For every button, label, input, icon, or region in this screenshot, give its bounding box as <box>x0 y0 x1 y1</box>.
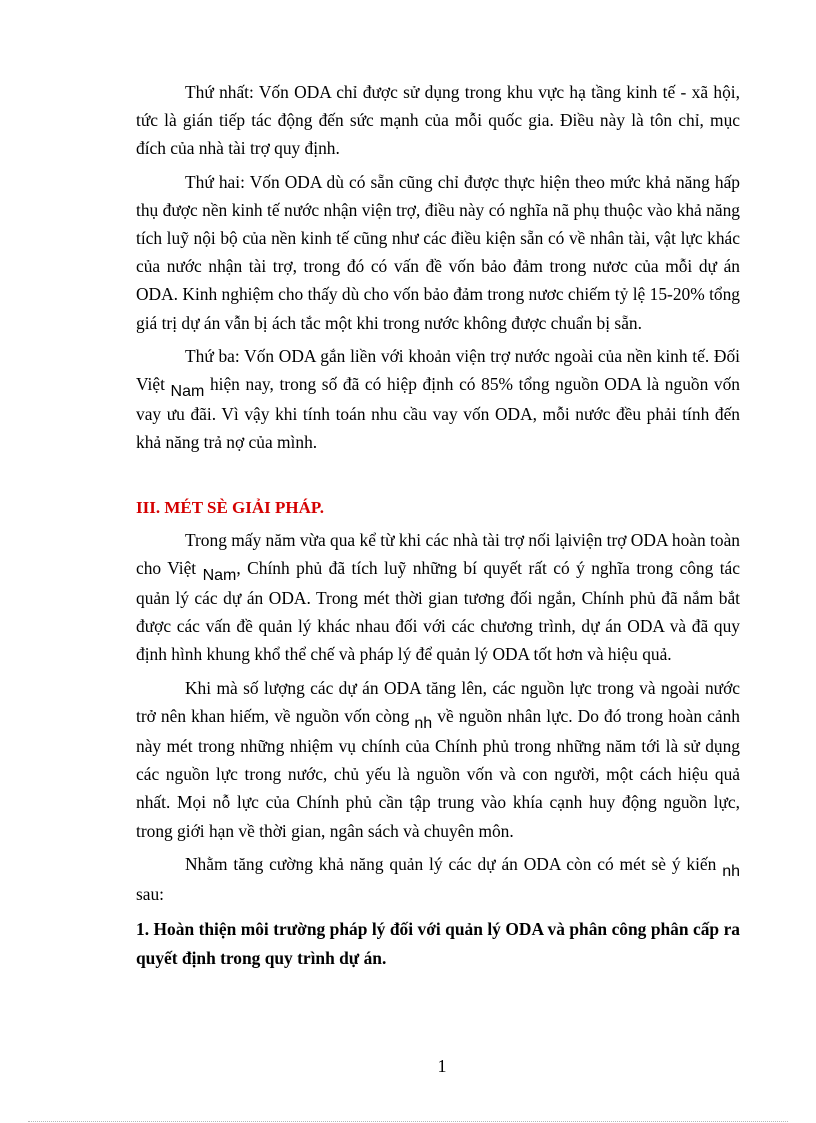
document-page <box>136 78 740 973</box>
text-run: Khi mà số lượng các dự án ODA tăng lên, các nguồn lực trong và ngoài nước trở nên khan hiếm, về nguồn vốn còng <box>136 677 740 726</box>
paragraph-suggestions <box>136 850 740 908</box>
paragraph-resources <box>136 674 740 845</box>
text-run: sau: <box>136 884 165 905</box>
text-run: Thứ ba: Vốn ODA gắn liền với khoản viện trợ nước ngoài của nền kinh tế. Đối Việt <box>136 345 740 395</box>
paragraph-first-point: Thứ nhất: Vốn ODA chỉ được sử dụng trong khu vực hạ tầng kinh tế - xã hội, tức là gián tiếp tác động đến sức mạnh của mỗi quốc gia. Điều này là tôn chỉ, mục đích của nhà tài trợ quy định. <box>136 82 740 159</box>
paragraph-third-point <box>136 342 740 457</box>
text-run-lowered: nh <box>722 862 740 880</box>
text-run: Trong mấy năm vừa qua kể từ khi các nhà tài trợ nối lạiviện trợ ODA hoàn toàn cho Việt <box>136 529 740 578</box>
text-run: về nguồn nhân lực. Do đó trong hoàn cảnh này mét trong những nhiệm vụ chính của Chính phủ trong những năm tới là sử dụng các nguồn lực trong nước, chủ yếu là nguồn vốn và con người, một cách hiệu quả nhất. Mọi nỗ lực của Chính phủ cần tập trung vào khía cạnh huy động nguồn lực, trong giới hạn về thời gian, ngân sách và chuyên môn. <box>136 705 740 841</box>
text-run-lowered: Nam <box>170 383 205 401</box>
text-run: Nhằm tăng cường khả năng quản lý các dự án ODA còn có mét sè ý kiến <box>185 853 723 874</box>
text-run: , Chính phủ đã tích luỹ những bí quyết rất có ý nghĩa trong công tác quản lý các dự án ODA. Trong mét thời gian tương đối ngắn, Chính phủ đã nắm bắt được các vấn đề quản lý khác nhau đối với các chương trình, dự án ODA và đã quy định hình khung khổ thể chế và pháp lý để quản lý ODA tốt hơn và hiệu quả. <box>136 557 740 665</box>
section-heading: III. MÉT SÈ GIẢI PHÁP. <box>136 497 324 517</box>
text-run-lowered: Nam <box>202 566 237 584</box>
paragraph-second-point: Thứ hai: Vốn ODA dù có sẵn cũng chỉ được thực hiện theo mức khả năng hấp thụ được nền kinh tế nước nhận viện trợ, điều này có nghĩa nã phụ thuộc vào khả năng tích luỹ nội bộ của nền kinh tế cũng như các điều kiện sẵn có về nhân tài, vật lực khác của nước nhận tài trợ, trong đó có vấn đề vốn bảo đảm trong nươc của mỗi dự án ODA. Kinh nghiệm cho thấy dù cho vốn bảo đảm trong nươc chiếm tỷ lệ 15-20% tổng giá trị dự án vẫn bị ách tắc một khi trong nước không được chuẩn bị sẵn. <box>136 171 740 333</box>
text-run: hiện nay, trong số đã có hiệp định có 85% tổng nguồn ODA là nguồn vốn vay ưu đãi. Vì vậy khi tính toán nhu cầu vay vốn ODA, mỗi nước đều phải tính đến khả năng trả nợ của mình. <box>136 374 740 453</box>
page-number: 1 <box>437 1056 447 1076</box>
subsection-heading: 1. Hoàn thiện môi trường pháp lý đối với quản lý ODA và phân công phân cấp ra quyết định trong quy trình dự án. <box>136 919 740 969</box>
text-run-lowered: nh <box>414 714 433 732</box>
footer-divider <box>28 1121 788 1122</box>
paragraph-intro <box>136 526 740 669</box>
